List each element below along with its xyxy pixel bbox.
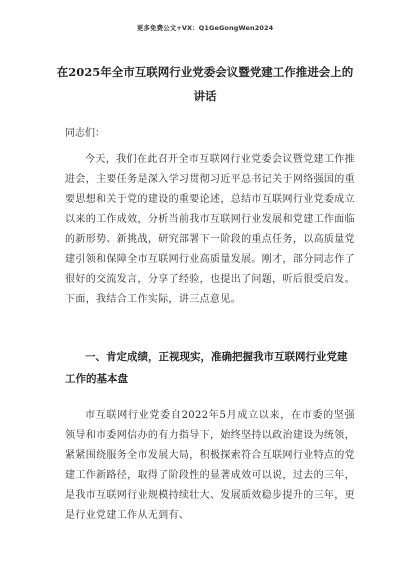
header-note: 更多免费公文+VX：Q1GeGongWen2024: [136, 24, 274, 32]
body-paragraph: 今天，我们在此召开全市互联网行业党委会议暨党建工作推进会，主要任务是深入学习贯彻习近平总书记关于网络强国的重要思想和关于党的建设的重要论述，总结市互联网行业党委成立以来的工作成效，分析当前我市互联网行业发展和党建工作面临的新形势、新挑战，研究部署下一阶段的重点任务，以高质量党建引领和保障全市互联网行业高质量发展。刚才，部分同志作了很好的交流发言，分享了经验，也提出了问题，听后很受启发。下面，我结合工作实际，讲三点意见。: [65, 154, 355, 305]
document-title: 在2025年全市互联网行业党委会议暨党建工作推进会上的: [56, 65, 354, 79]
body-paragraph: 市互联网行业党委自2022年5月成立以来，在市委的坚强领导和市委网信办的有力指导下，始终坚持以政治建设为统领，紧紧围绕服务全市发展大局，积极探索符合互联网行业特点的党建工作新路径，取得了阶段性的显著成效可以说，过去的三年，是我市互联网行业规模持续壮大、发展质效稳步提升的三年，更是行业党建工作从无到有、: [65, 410, 355, 521]
section-heading: 一、肯定成绩，正视现实，准确把握我市互联网行业党建工作的基本盘: [65, 351, 348, 385]
document-title-continued: 讲话: [193, 89, 217, 103]
salutation: 同志们：: [65, 128, 105, 139]
